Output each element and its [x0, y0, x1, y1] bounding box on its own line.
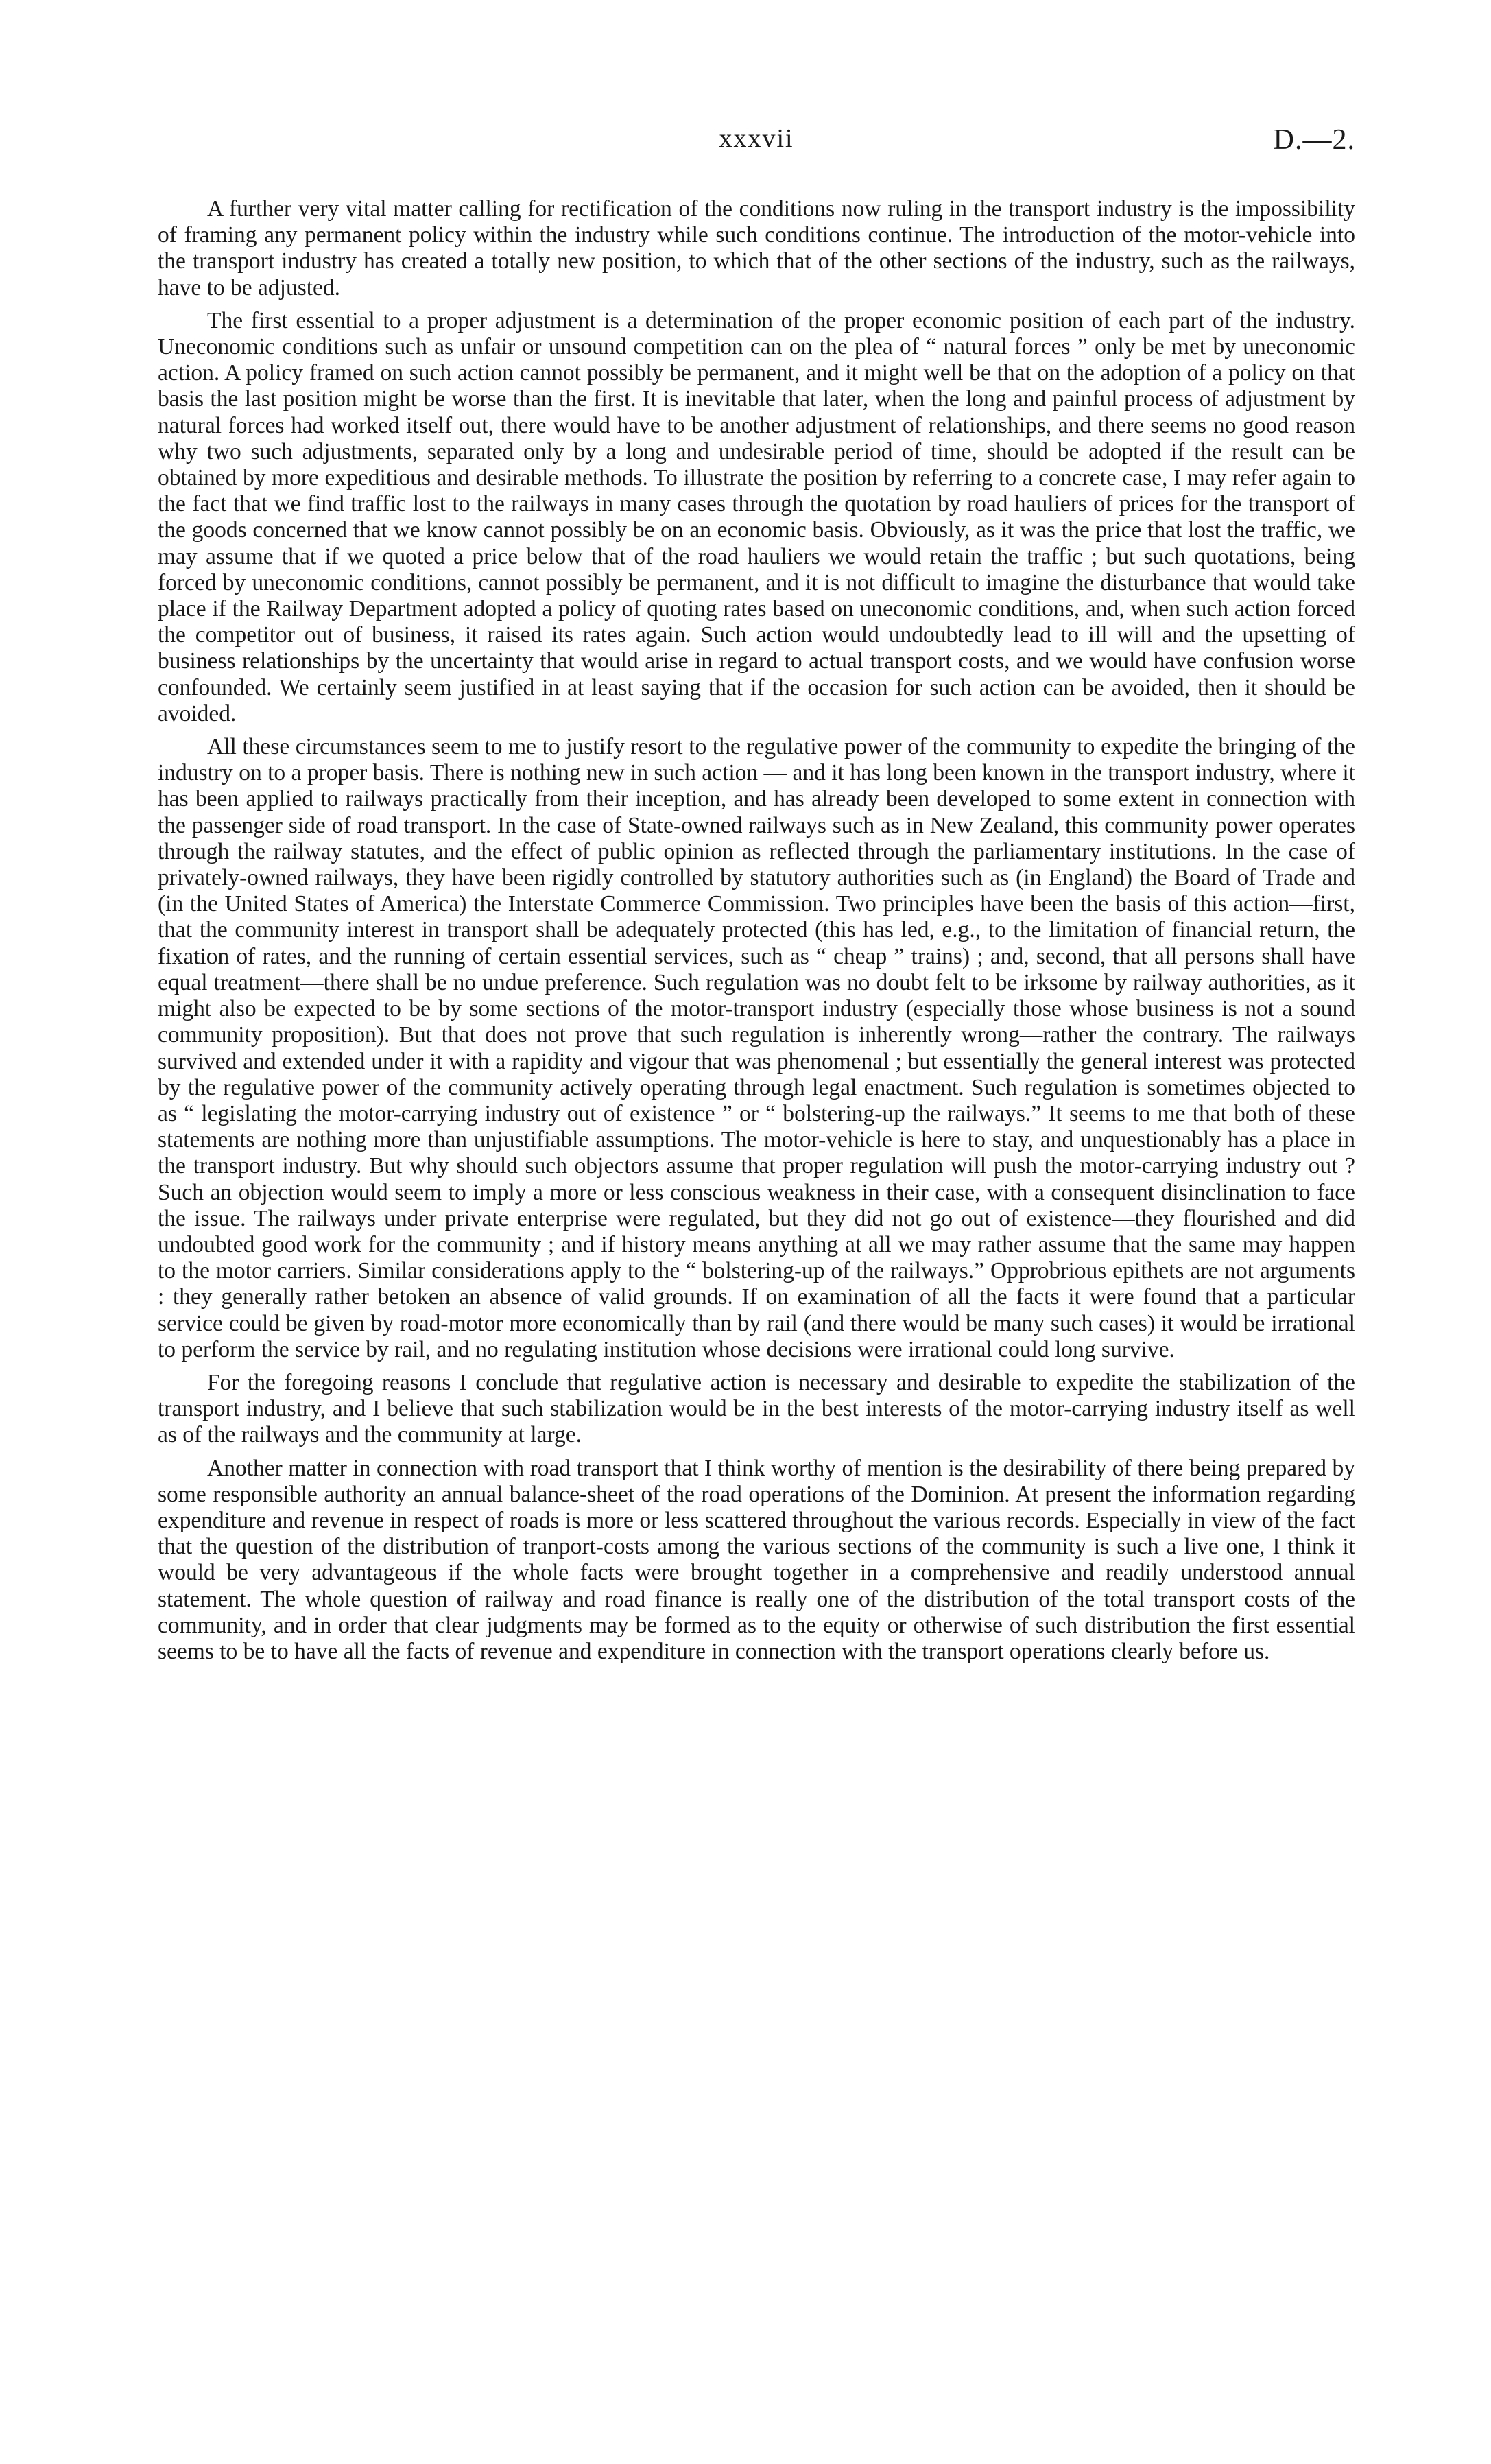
body-text — [158, 196, 1355, 1672]
paragraph-3: All these circumstances seem to me to justify resort to the regulative power of the community to expedite the bringing of the industry on to a proper basis. There is nothing new in such action — and it has long been known in the transport industry, where it has been applied to railways practically from their inception, and has already been developed to some extent in connection with the passenger side of road transport. In the case of State-owned railways such as in New Zealand, this community power operates through the railway statutes, and the effect of public opinion as reflected through the parliamentary institutions. In the case of privately-owned railways, they have been rigidly controlled by statutory authorities such as (in England) the Board of Trade and (in the United States of America) the Interstate Commerce Commission. Two principles have been the basis of this action—first, that the community interest in transport shall be adequately protected (this has led, e.g., to the limitation of financial return, the fixation of rates, and the running of certain essential services, such as “ cheap ” trains) ; and, second, that all persons shall have equal treatment—there shall be no undue preference. Such regulation was no doubt felt to be irksome by railway authorities, as it might also be expected to be by some sections of the motor-transport industry (especially those whose business is not a sound community proposition). But that does not prove that such regulation is inherently wrong—rather the contrary. The railways survived and extended under it with a rapidity and vigour that was phenomenal ; but essentially the general interest was protected by the regulative power of the community actively operating through legal enactment. Such regulation is sometimes objected to as “ legislating the motor-carrying industry out of existence ” or “ bolstering-up the railways.” It seems to me that both of these statements are nothing more than unjustifiable assumptions. The motor-vehicle is here to stay, and unquestionably has a place in the transport industry. But why should such objectors assume that proper regulation will push the motor-carrying industry out ? Such an objection would seem to imply a more or less conscious weakness in their case, with a consequent disinclination to face the issue. The railways under private enterprise were regulated, but they did not go out of existence—they flourished and did undoubted good work for the community ; and if history means anything at all we may rather assume that the same may happen to the motor carriers. Similar considerations apply to the “ bolstering-up of the railways.” Opprobrious epithets are not arguments : they generally rather betoken an absence of valid grounds. If on examination of all the facts it were found that a particular service could be given by road-motor more economically than by rail (and there would be many such cases) it would be irrational to perform the service by rail, and no regulating institution whose decisions were irrational could long survive. — [158, 734, 1355, 1362]
paragraph-2: The first essential to a proper adjustment is a determination of the proper economic position of each part of the industry. Uneconomic conditions such as unfair or unsound competition can on the plea of “ natural forces ” only be met by uneconomic action. A policy framed on such action cannot possibly be permanent, and it might well be that on the adoption of a policy on that basis the last position might be worse than the first. It is inevitable that later, when the long and painful process of adjustment by natural forces had worked itself out, there would have to be another adjustment of relationships, and there seems no good reason why two such adjustments, separated only by a long and undesirable period of time, should be adopted if the result can be obtained by more expeditious and desirable methods. To illustrate the position by referring to a concrete case, I may refer again to the fact that we find traffic lost to the railways in many cases through the quotation by road hauliers of prices for the transport of the goods concerned that we know cannot possibly be on an economic basis. Obviously, as it was the price that lost the traffic, we may assume that if we quoted a price below that of the road hauliers we would retain the traffic ; but such quotations, being forced by uneconomic conditions, cannot possibly be permanent, and it is not difficult to imagine the disturbance that would take place if the Railway Department adopted a policy of quoting rates based on uneconomic conditions, and, when such action forced the competitor out of business, it raised its rates again. Such action would undoubtedly lead to ill will and the upsetting of business relationships by the uncertainty that would arise in regard to actual transport costs, and we would have confusion worse confounded. We certainly seem justified in at least saying that if the occasion for such action can be avoided, then it should be avoided. — [158, 307, 1355, 726]
paragraph-1: A further very vital matter calling for rectification of the conditions now ruling in the transport industry is the impossibility of framing any permanent policy within the industry while such conditions continue. The introduction of the motor-vehicle into the transport industry has created a totally new position, to which that of the other sections of the industry, such as the railways, have to be adjusted. — [158, 196, 1355, 300]
paragraph-4: For the foregoing reasons I conclude that regulative action is necessary and desirable to expedite the stabilization of the transport industry, and I believe that such stabilization would be in the best interests of the motor-carrying industry itself as well as of the railways and the community at large. — [158, 1369, 1355, 1448]
page-number: xxxvii — [719, 124, 794, 153]
paragraph-5: Another matter in connection with road transport that I think worthy of mention is the desirability of there being prepared by some responsible authority an annual balance-sheet of the road operations of the Dominion. At present the information regarding expenditure and revenue in respect of roads is more or less scattered throughout the various records. Especially in view of the fact that the question of the distribution of tranport-costs among the various sections of the community is such a live one, I think it would be very advantageous if the whole facts were brought together in a comprehensive and readily understood annual statement. The whole question of railway and road finance is really one of the distribution of the total transport costs of the community, and in order that clear judgments may be formed as to the equity or otherwise of such distribution the first essential seems to be to have all the facts of revenue and expenditure in connection with the transport operations clearly before us. — [158, 1455, 1355, 1664]
document-reference: D.—2. — [1273, 124, 1355, 156]
page-header — [158, 123, 1355, 165]
